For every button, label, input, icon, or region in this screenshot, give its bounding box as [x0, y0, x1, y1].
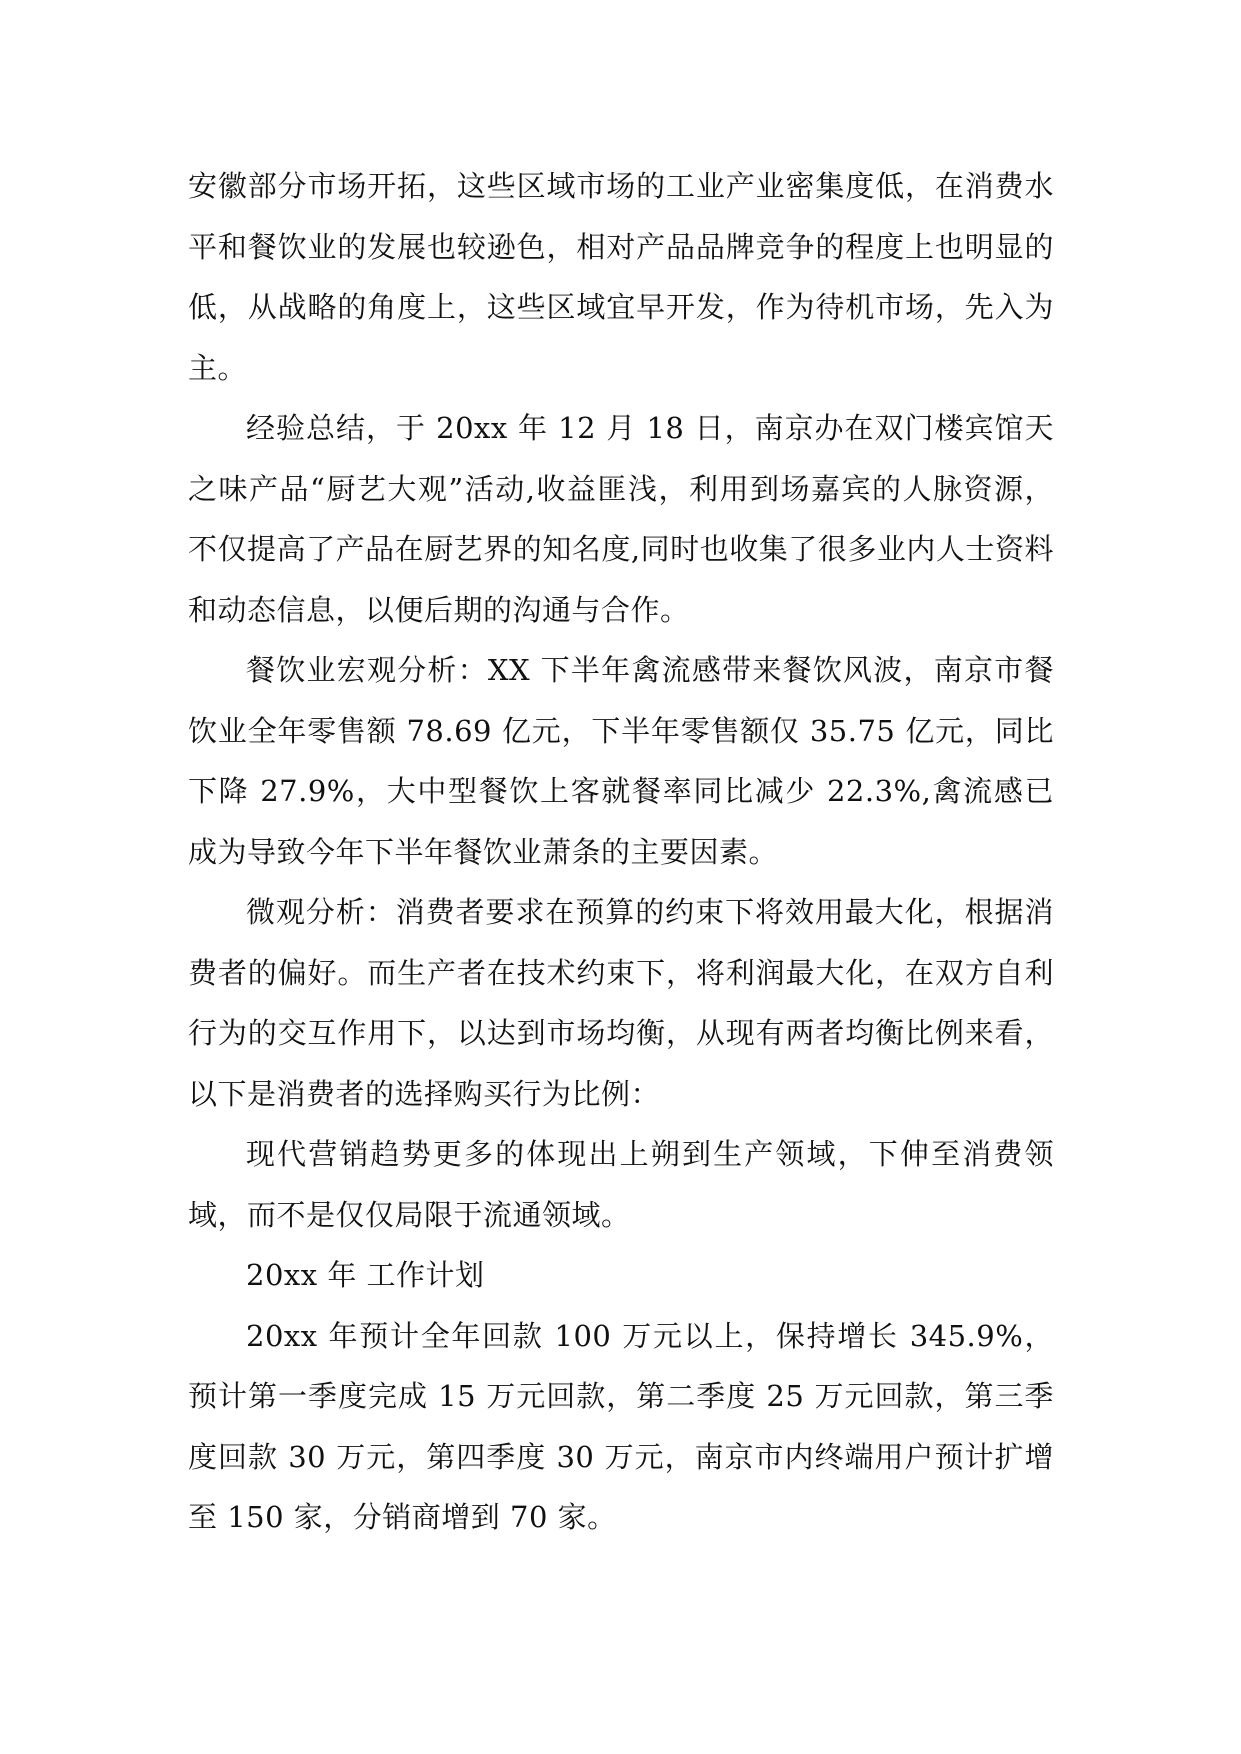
paragraph-macro-analysis: 餐饮业宏观分析：XX 下半年禽流感带来餐饮风波，南京市餐饮业全年零售额 78.69 亿元，下半年零售额仅 35.75 亿元，同比下降 27.9%，大中型餐饮上客就餐率同比减少 22.3%,禽流感已成为导致今年下半年餐饮业萧条的主要因素。 — [188, 653, 1054, 869]
section-heading-work-plan: 20xx 年 工作计划 — [246, 1258, 485, 1292]
paragraph-market-expansion: 安徽部分市场开拓，这些区域市场的工业产业密集度低，在消费水平和餐饮业的发展也较逊色，相对产品品牌竞争的程度上也明显的低，从战略的角度上，这些区域宜早开发，作为待机市场，先入为主。 — [188, 169, 1054, 385]
paragraph-experience-summary: 经验总结，于 20xx 年 12 月 18 日，南京办在双门楼宾馆天之味产品“厨艺大观”活动,收益匪浅，利用到场嘉宾的人脉资源，不仅提高了产品在厨艺界的知名度,同时也收集了很多业内人士资料和动态信息，以便后期的沟通与合作。 — [188, 411, 1054, 627]
paragraph-work-plan: 20xx 年预计全年回款 100 万元以上，保持增长 345.9%，预计第一季度完成 15 万元回款，第二季度 25 万元回款，第三季度回款 30 万元，第四季度 30 万元，南京市内终端用户预计扩增至 150 家，分销商增到 70 家。 — [188, 1318, 1054, 1534]
document-body — [188, 156, 1054, 1548]
paragraph-marketing-trend: 现代营销趋势更多的体现出上朔到生产领域，下伸至消费领域，而不是仅仅局限于流通领域。 — [188, 1137, 1054, 1232]
paragraph-micro-analysis: 微观分析：消费者要求在预算的约束下将效用最大化，根据消费者的偏好。而生产者在技术约束下，将利润最大化，在双方自利行为的交互作用下，以达到市场均衡，从现有两者均衡比例来看，以下是消费者的选择购买行为比例： — [188, 895, 1054, 1111]
